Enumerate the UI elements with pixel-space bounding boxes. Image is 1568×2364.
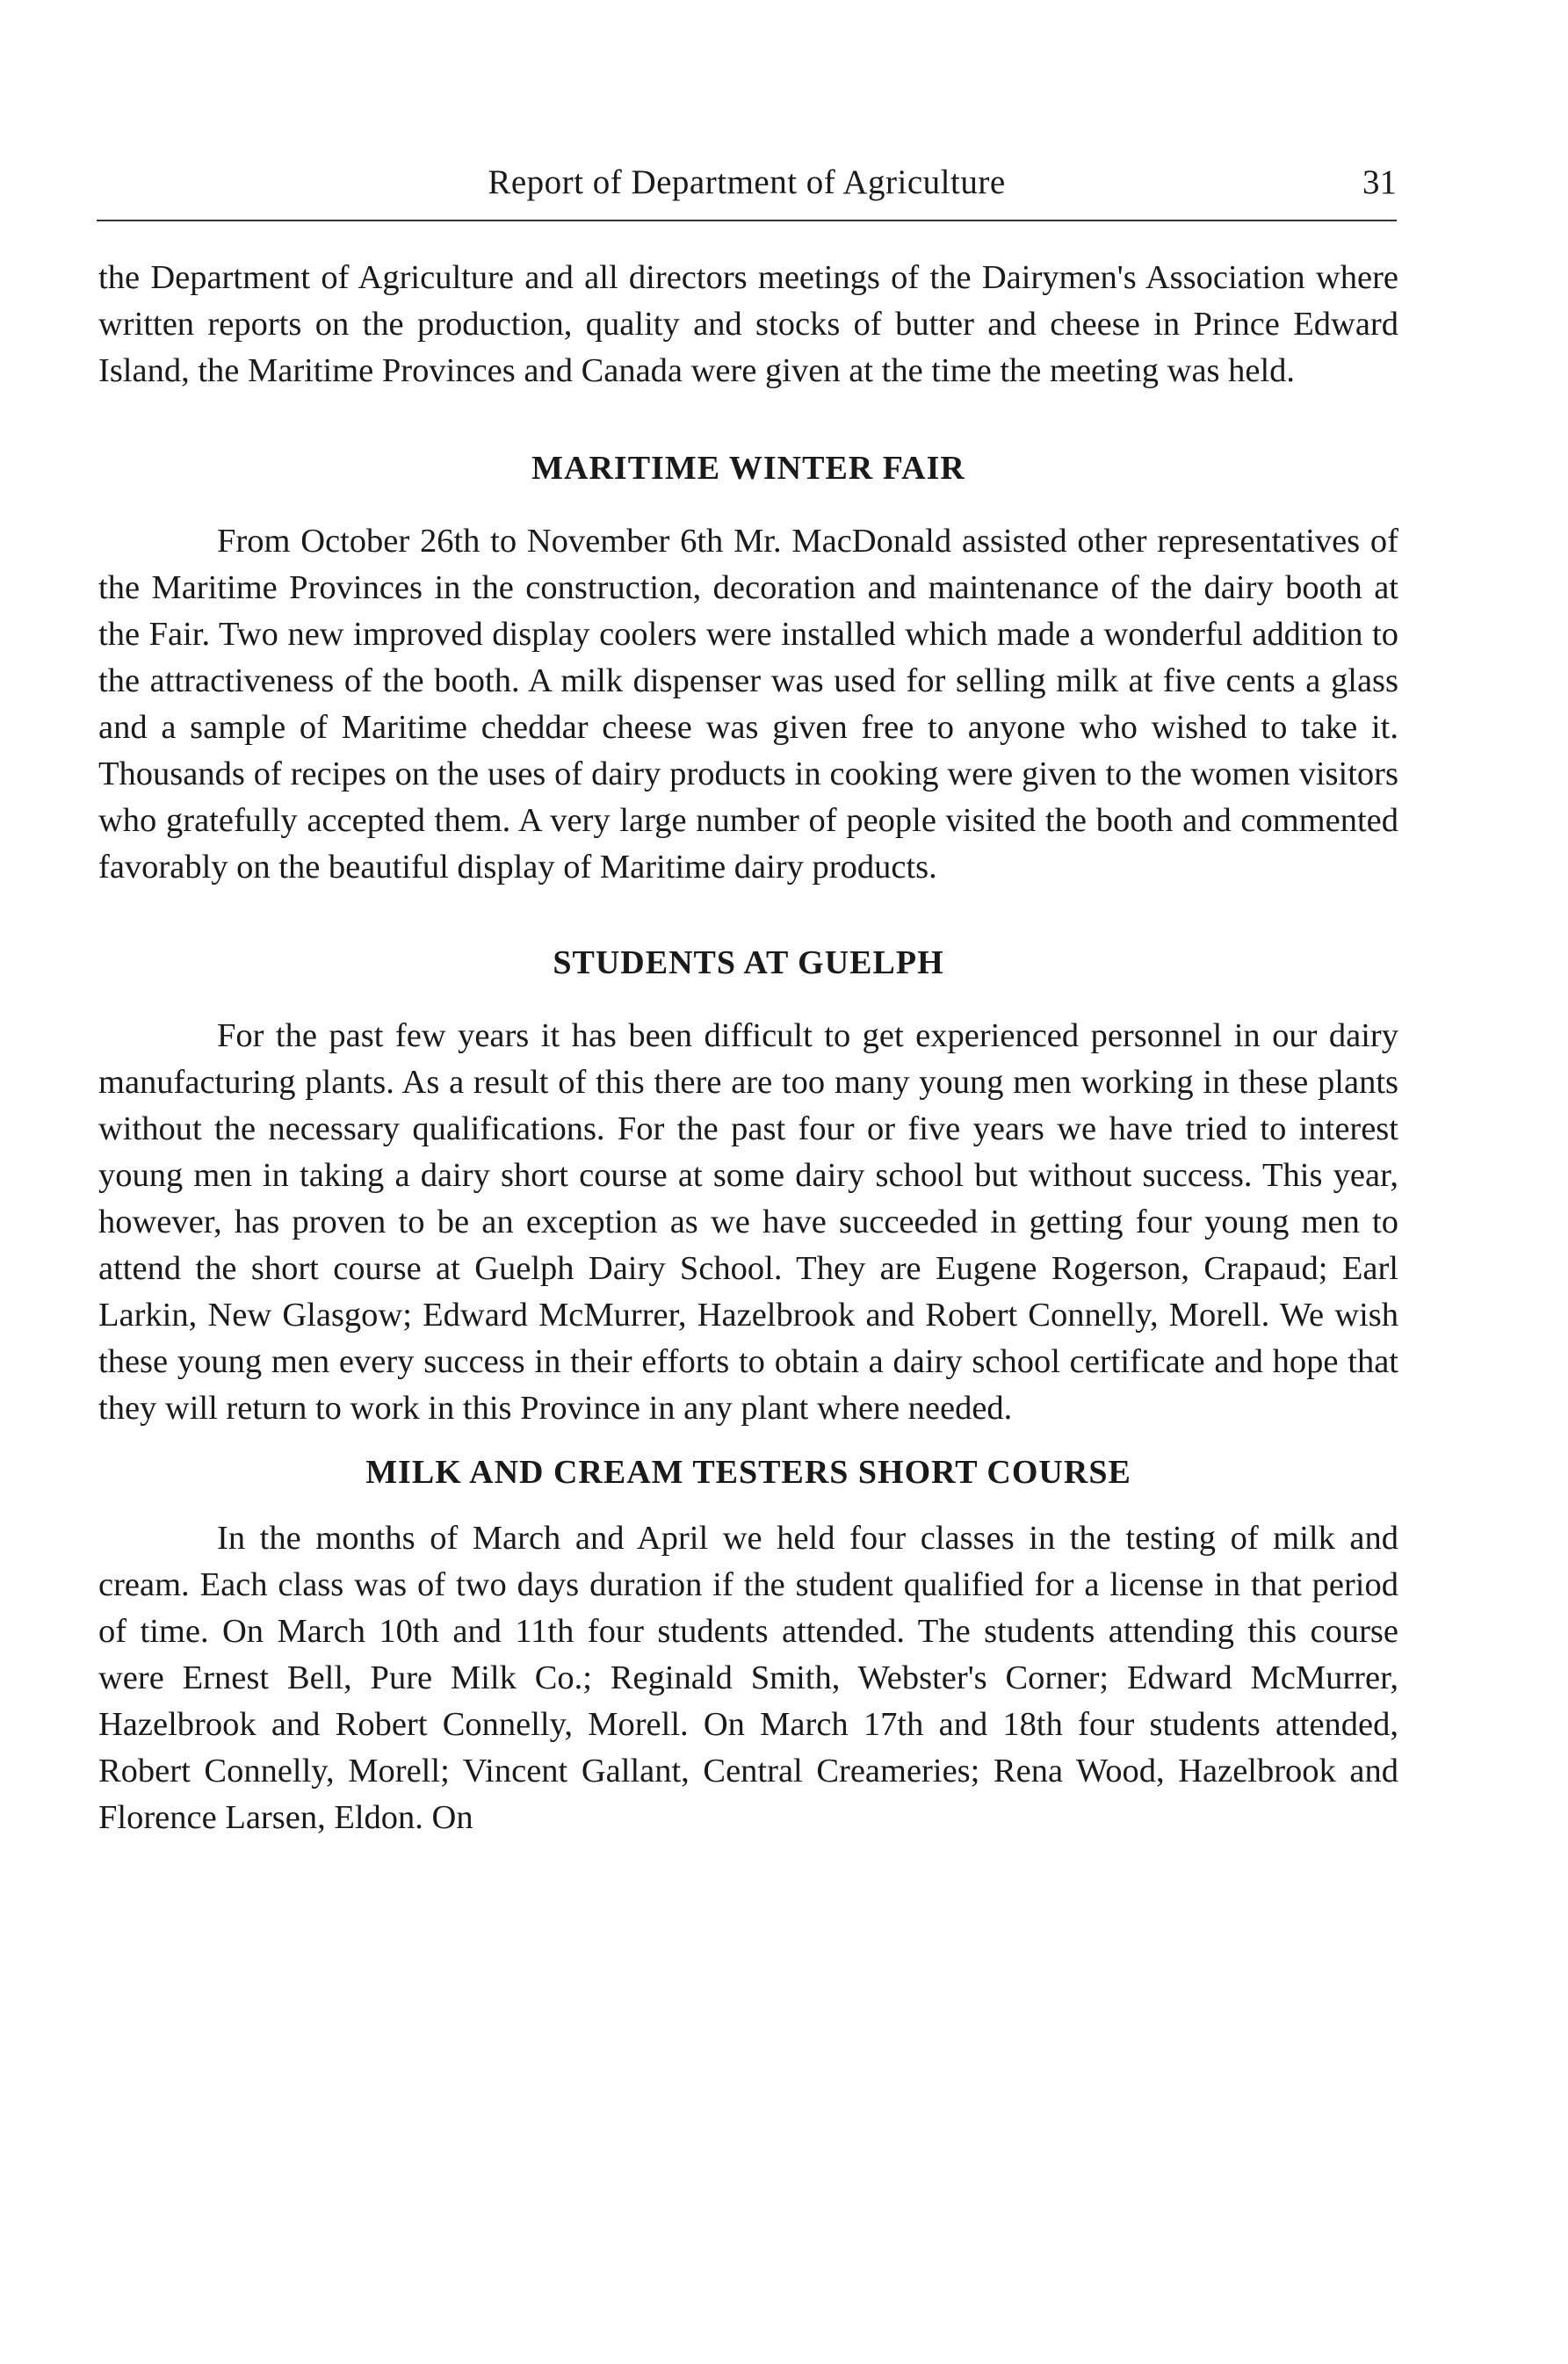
spacer: [98, 891, 1398, 940]
paragraph: From October 26th to November 6th Mr. MacDonald assisted other representatives of the Maritime Provinces in the construction, decoration and maintenance of the dairy booth at the Fair. Two new improved display coolers were installed which made a wonderful addition to the attractiveness of the booth. A milk dispenser was used for selling milk at five cents a glass and a sample of Maritime cheddar cheese was given free to anyone who wished to take it. Thousands of recipes on the uses of dairy products in cooking were given to the women visitors who gratefully accepted them. A very large number of people visited the booth and commented favorably on the beautiful display of Maritime dairy products.: [98, 523, 1398, 886]
spacer: [98, 1432, 1398, 1449]
section-heading-maritime-winter-fair: MARITIME WINTER FAIR: [531, 450, 965, 487]
section-heading-milk-and-cream-testers: MILK AND CREAM TESTERS SHORT COURSE: [365, 1454, 1131, 1491]
paragraph: the Department of Agriculture and all directors meetings of the Dairymen's Association where written reports on the production, quality and stocks of butter and cheese in Prince Edward Island, the Maritime Provinces and Canada were given at the time the meeting was held.: [98, 259, 1398, 389]
paragraph: For the past few years it has been difficult to get experienced personnel in our dairy manufacturing plants. As a result of this there are too many young men working in these plants without the necessary qualifications. For the past four or five years we have tried to interest young men in taking a dairy short course at some dairy school but without success. This year, however, has proven to be an exception as we have succeeded in getting four young men to attend the short course at Guelph Dairy School. They are Eugene Rogerson, Crapaud; Earl Larkin, New Glasgow; Edward McMurrer, Hazelbrook and Robert Connelly, Morell. We wish these young men every success in their efforts to obtain a dairy school certificate and hope that they will return to work in this Province in any plant where needed.: [98, 1017, 1398, 1427]
body-text: [98, 255, 1398, 1841]
header-rule: [97, 220, 1397, 221]
spacer: [98, 987, 1398, 1013]
running-header: [97, 163, 1397, 212]
page-number: 31: [1362, 163, 1397, 201]
paragraph: In the months of March and April we held four classes in the testing of milk and cream. Each class was of two days duration if the student qualified for a license in that period of time. On March 10th and 11th four students attended. The students attending this course were Ernest Bell, Pure Milk Co.; Reginald Smith, Webster's Corner; Edward McMurrer, Hazelbrook and Robert Connelly, Morell. On March 17th and 18th four students attended, Robert Connelly, Morell; Vincent Gallant, Central Creameries; Rena Wood, Hazelbrook and Florence Larsen, Eldon. On: [98, 1520, 1398, 1836]
spacer: [98, 394, 1398, 445]
spacer: [98, 492, 1398, 518]
section-heading-students-at-guelph: STUDENTS AT GUELPH: [553, 944, 944, 981]
running-title: Report of Department of Agriculture: [488, 163, 1006, 201]
spacer: [98, 1496, 1398, 1515]
